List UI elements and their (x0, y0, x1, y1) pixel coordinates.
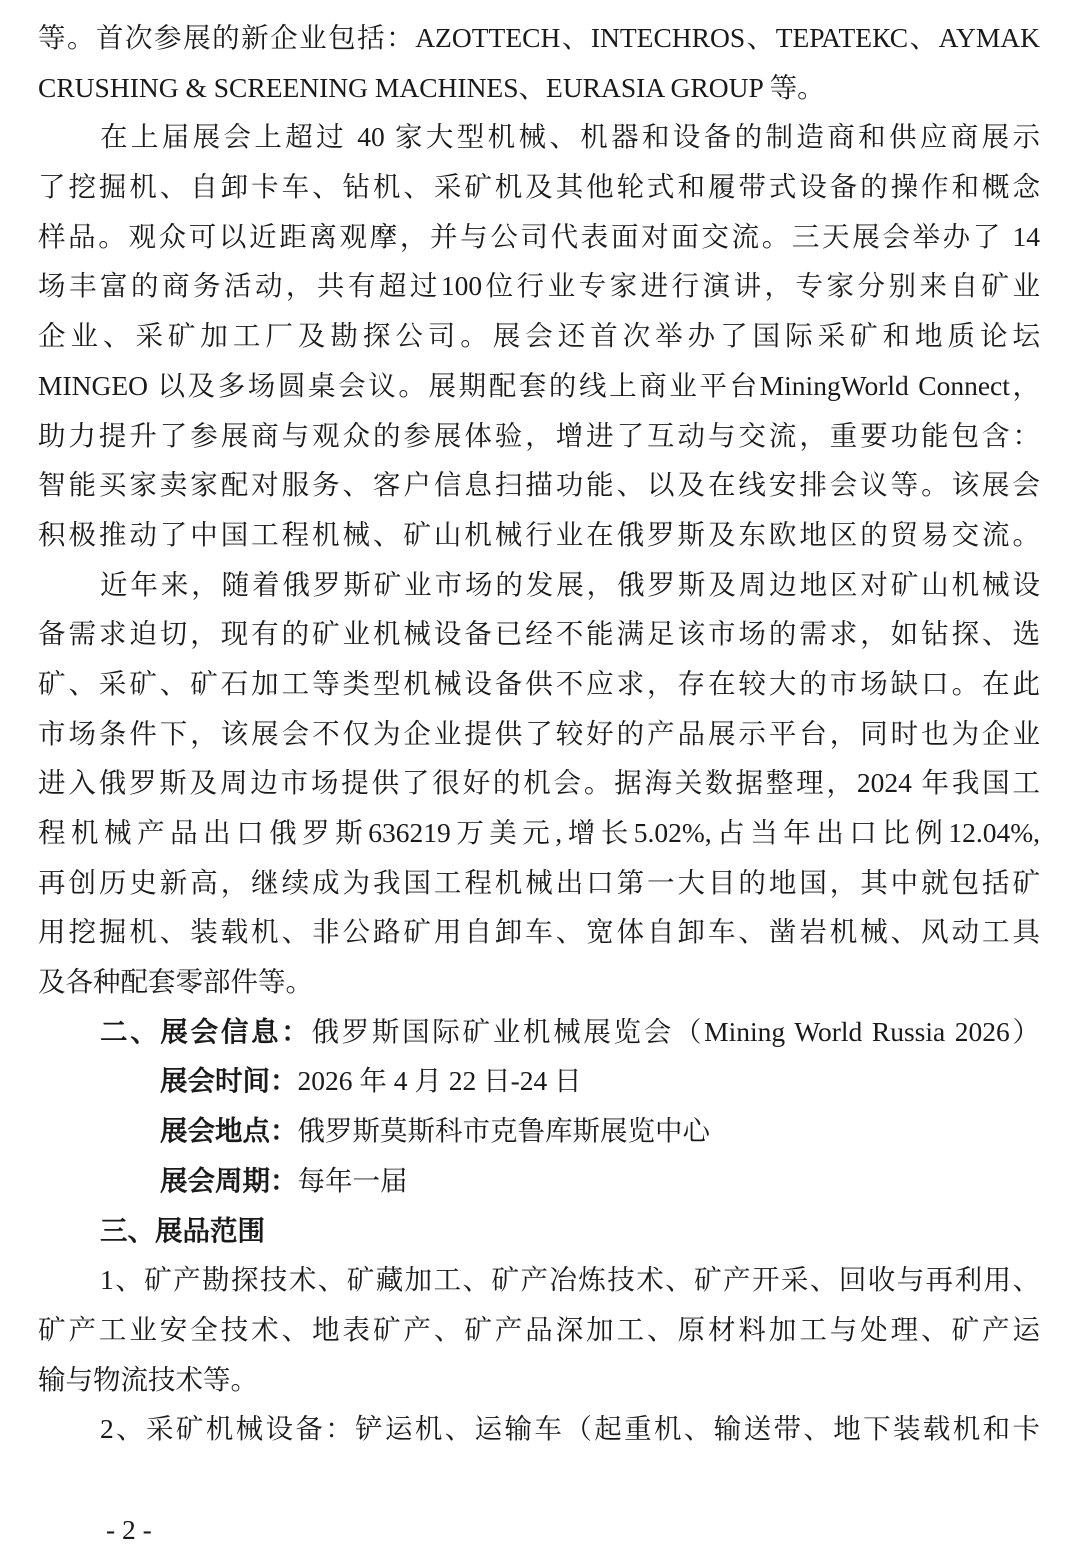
text-line: 及各种配套零部件等。 (38, 966, 313, 998)
info-label: 展会地点： (160, 1115, 298, 1147)
text-line: CRUSHING & SCREENING MACHINES、EURASIA GROUP 等。 (38, 71, 825, 103)
exhibition-name: 俄罗斯国际矿业机械展览会（Mining World Russia 2026） (311, 1015, 1040, 1047)
text-line: 矿、采矿、矿石加工等类型机械设备供不应求，存在较大的市场缺口。在此 (38, 667, 1040, 699)
text-line: 样品。观众可以近距离观摩，并与公司代表面对面交流。三天展会举办了 14 (38, 220, 1040, 252)
paragraph-market-background (38, 560, 1040, 1007)
section-exhibit-scope (38, 1206, 1040, 1454)
text-line: 企业、采矿加工厂及勘探公司。展会还首次举办了国际采矿和地质论坛 (38, 320, 1040, 352)
section-heading: 三、展品范围 (100, 1214, 265, 1246)
page-body (38, 13, 1040, 1454)
text-line: 场丰富的商务活动，共有超过100位行业专家进行演讲，专家分别来自矿业 (38, 270, 1040, 302)
info-row-date (38, 1056, 1040, 1106)
text-line: 在上届展会上超过 40 家大型机械、机器和设备的制造商和供应商展示 (100, 121, 1040, 153)
text-line: 等。首次参展的新企业包括：AZOTTECH、INTECHROS、ТЕРАТЕКС、AYMAK (38, 22, 1040, 53)
info-value: 俄罗斯莫斯科市克鲁库斯展览中心 (297, 1115, 710, 1147)
text-line: 1、矿产勘探技术、矿藏加工、矿产冶炼技术、矿产开采、回收与再利用、 (100, 1264, 1040, 1296)
info-row-frequency (38, 1156, 1040, 1206)
text-line: 再创历史新高，继续成为我国工程机械出口第一大目的地国，其中就包括矿 (38, 866, 1040, 898)
text-line: 备需求迫切，现有的矿业机械设备已经不能满足该市场的需求，如钻探、选 (38, 618, 1040, 650)
info-value: 每年一届 (297, 1164, 408, 1196)
info-label: 展会周期： (160, 1164, 298, 1196)
section-exhibition-info (38, 1007, 1040, 1206)
text-line: 矿产工业安全技术、地表矿产、矿产品深加工、原材料加工与处理、矿产运 (38, 1313, 1040, 1345)
text-line: 2、采矿机械设备：铲运机、运输车（起重机、输送带、地下装载机和卡 (100, 1413, 1040, 1445)
section-heading (38, 1007, 1040, 1057)
text-line: 助力提升了参展商与观众的参展体验，增进了互动与交流，重要功能包含： (38, 419, 1040, 451)
text-line: 输与物流技术等。 (38, 1363, 258, 1395)
text-line: 用挖掘机、装载机、非公路矿用自卸车、宽体自卸车、凿岩机械、风动工具 (38, 916, 1040, 948)
text-line: 了挖掘机、自卸卡车、钻机、采矿机及其他轮式和履带式设备的操作和概念 (38, 171, 1040, 203)
text-line: 智能买家卖家配对服务、客户信息扫描功能、以及在线安排会议等。该展会 (38, 469, 1040, 501)
paragraph-previous-edition (38, 112, 1040, 559)
text-line: 近年来，随着俄罗斯矿业市场的发展，俄罗斯及周边地区对矿山机械设 (100, 568, 1040, 600)
info-row-venue (38, 1106, 1040, 1156)
info-value: 2026 年 4 月 22 日-24 日 (297, 1065, 582, 1097)
text-line: MINGEO 以及多场圆桌会议。展期配套的线上商业平台MiningWorld Connect， (38, 369, 1040, 401)
paragraph-new-exhibitors (38, 13, 1040, 112)
page-number: - 2 - (106, 1514, 152, 1545)
text-line: 进入俄罗斯及周边市场提供了很好的机会。据海关数据整理，2024 年我国工 (38, 767, 1040, 799)
text-line: 市场条件下，该展会不仅为企业提供了较好的产品展示平台，同时也为企业 (38, 717, 1040, 749)
heading-label: 二、展会信息： (100, 1015, 312, 1047)
info-label: 展会时间： (160, 1065, 298, 1097)
text-line: 积极推动了中国工程机械、矿山机械行业在俄罗斯及东欧地区的贸易交流。 (38, 518, 1040, 550)
text-line: 程机械产品出口俄罗斯636219万美元,增长5.02%,占当年出口比例12.04%, (38, 817, 1040, 848)
